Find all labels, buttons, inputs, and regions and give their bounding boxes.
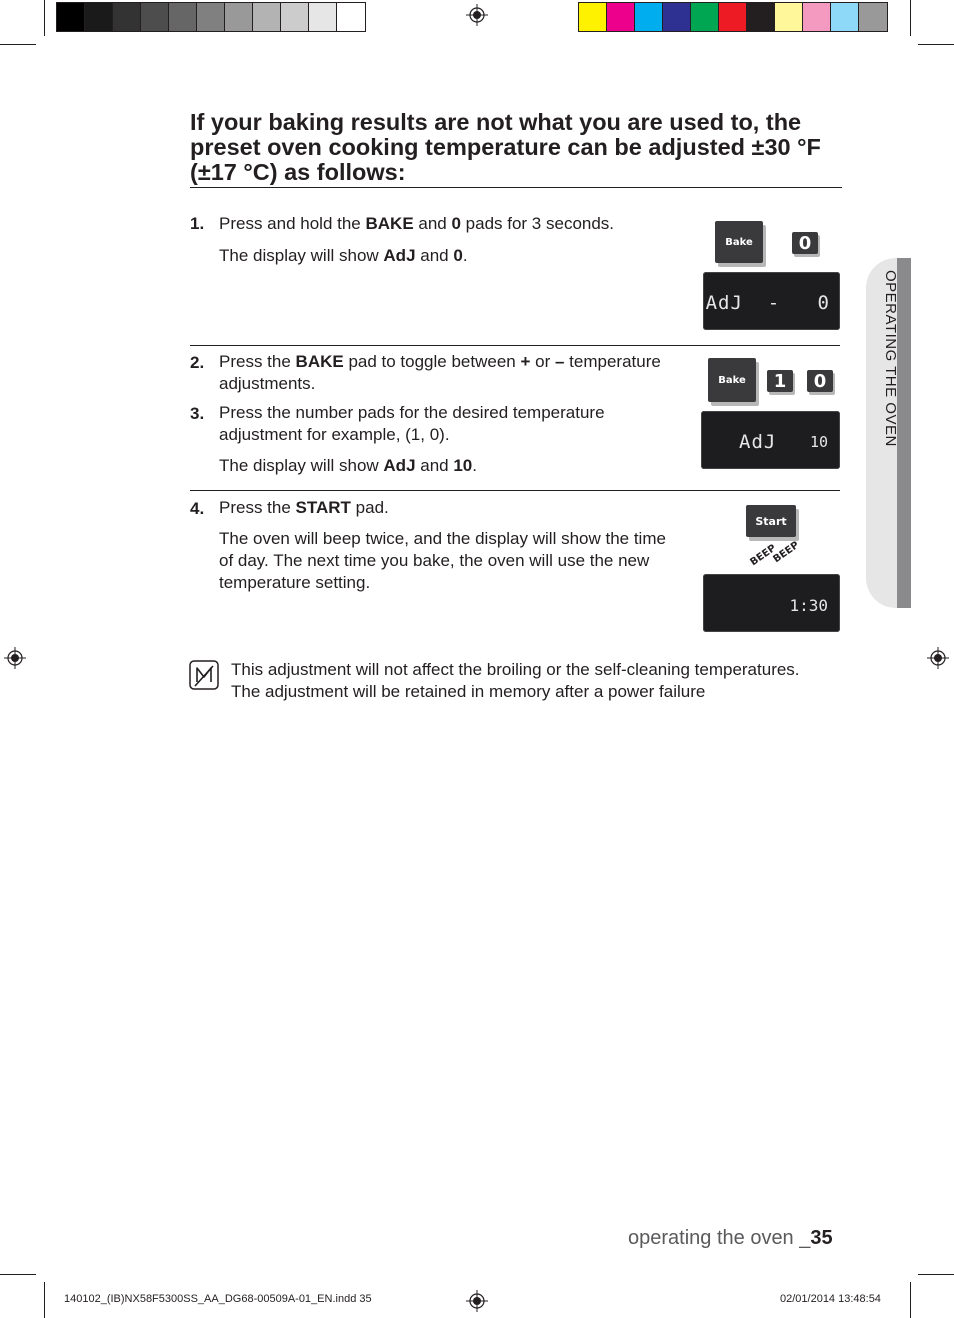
crop-mark <box>44 1282 45 1318</box>
beep-label: BEEP <box>771 539 802 566</box>
step-number: 3. <box>190 404 205 423</box>
color-swatch <box>663 3 691 31</box>
color-swatch <box>57 3 85 31</box>
color-swatch <box>831 3 859 31</box>
page-heading: If your baking results are not what you are used to, the preset oven cooking temperature can be adjusted ±30 °F (±17 °C) as follows: <box>190 110 842 188</box>
step-3-result: The display will show AdJ and 10. <box>219 456 477 475</box>
color-swatch <box>309 3 337 31</box>
one-key-illustration: 1 <box>767 370 793 392</box>
registration-mark-icon <box>466 4 488 26</box>
crop-mark <box>910 0 911 36</box>
color-swatch <box>169 3 197 31</box>
display-readout: AdJ - 0 <box>705 292 830 314</box>
side-tab-label: OPERATING THE OVEN <box>882 270 899 447</box>
step-1-result: The display will show AdJ and 0. <box>219 246 468 265</box>
crop-mark <box>918 44 954 45</box>
color-swatch <box>85 3 113 31</box>
color-swatch <box>141 3 169 31</box>
color-swatch <box>225 3 253 31</box>
registration-mark-icon <box>927 647 949 669</box>
step-4-result: The oven will beep twice, and the display will show the time of day. The next time you bake, the oven will use the new temperature setting. <box>219 529 666 592</box>
note-line: This adjustment will not affect the broiling or the self-cleaning temperatures. <box>231 660 800 679</box>
step-number: 4. <box>190 499 205 518</box>
display-readout: 1:30 <box>789 596 828 615</box>
note-text <box>231 659 851 703</box>
step-1-text: Press and hold the BAKE and 0 pads for 3 seconds. <box>219 214 615 233</box>
step-3-text: Press the number pads for the desired temperature adjustment for example, (1, 0). <box>219 403 605 444</box>
print-slug-date: 02/01/2014 13:48:54 <box>780 1293 881 1305</box>
color-swatch <box>803 3 831 31</box>
color-swatch <box>719 3 747 31</box>
display-readout-left: AdJ <box>739 431 777 453</box>
color-swatch <box>607 3 635 31</box>
beep-label: BEEP <box>748 542 779 569</box>
color-swatch <box>635 3 663 31</box>
color-swatch <box>579 3 607 31</box>
crop-mark <box>910 1282 911 1318</box>
note-line: The adjustment will be retained in memory after a power failure <box>231 682 706 701</box>
step-4-text: Press the START pad. <box>219 498 389 517</box>
color-swatch <box>337 3 365 31</box>
registration-mark-icon <box>466 1290 488 1312</box>
display-readout-right: 10 <box>809 433 828 451</box>
step-2-text: Press the BAKE pad to toggle between + or – temperature adjustments. <box>219 352 661 393</box>
crop-mark <box>0 44 36 45</box>
step-number: 1. <box>190 214 205 233</box>
zero-key-illustration: 0 <box>792 232 818 254</box>
page-number: 35 <box>810 1227 833 1249</box>
registration-mark-icon <box>4 647 26 669</box>
color-swatch <box>747 3 775 31</box>
crop-mark <box>0 1274 36 1275</box>
bake-key-illustration: Bake <box>715 221 763 263</box>
color-swatch <box>281 3 309 31</box>
section-side-tab-edge <box>897 258 911 608</box>
section-divider <box>190 345 840 346</box>
color-swatch <box>197 3 225 31</box>
section-divider <box>190 490 840 491</box>
color-swatch <box>253 3 281 31</box>
note-pencil-icon <box>189 660 219 690</box>
start-key-illustration: Start <box>746 505 796 537</box>
print-slug-file: 140102_(IB)NX58F5300SS_AA_DG68-00509A-01_EN.indd 35 <box>64 1293 372 1305</box>
oven-display-illustration <box>703 272 840 330</box>
grayscale-bar <box>56 2 366 32</box>
bake-key-illustration: Bake <box>708 358 756 402</box>
page-footer: operating the oven _35 <box>628 1227 833 1249</box>
step-number: 2. <box>190 353 205 372</box>
crop-mark <box>918 1274 954 1275</box>
color-swatch <box>691 3 719 31</box>
crop-mark <box>44 0 45 36</box>
oven-display-illustration <box>701 411 840 469</box>
oven-display-illustration <box>703 574 840 632</box>
color-bar <box>578 2 888 32</box>
color-swatch <box>113 3 141 31</box>
color-swatch <box>775 3 803 31</box>
color-swatch <box>859 3 887 31</box>
zero-key-illustration: 0 <box>807 370 833 392</box>
